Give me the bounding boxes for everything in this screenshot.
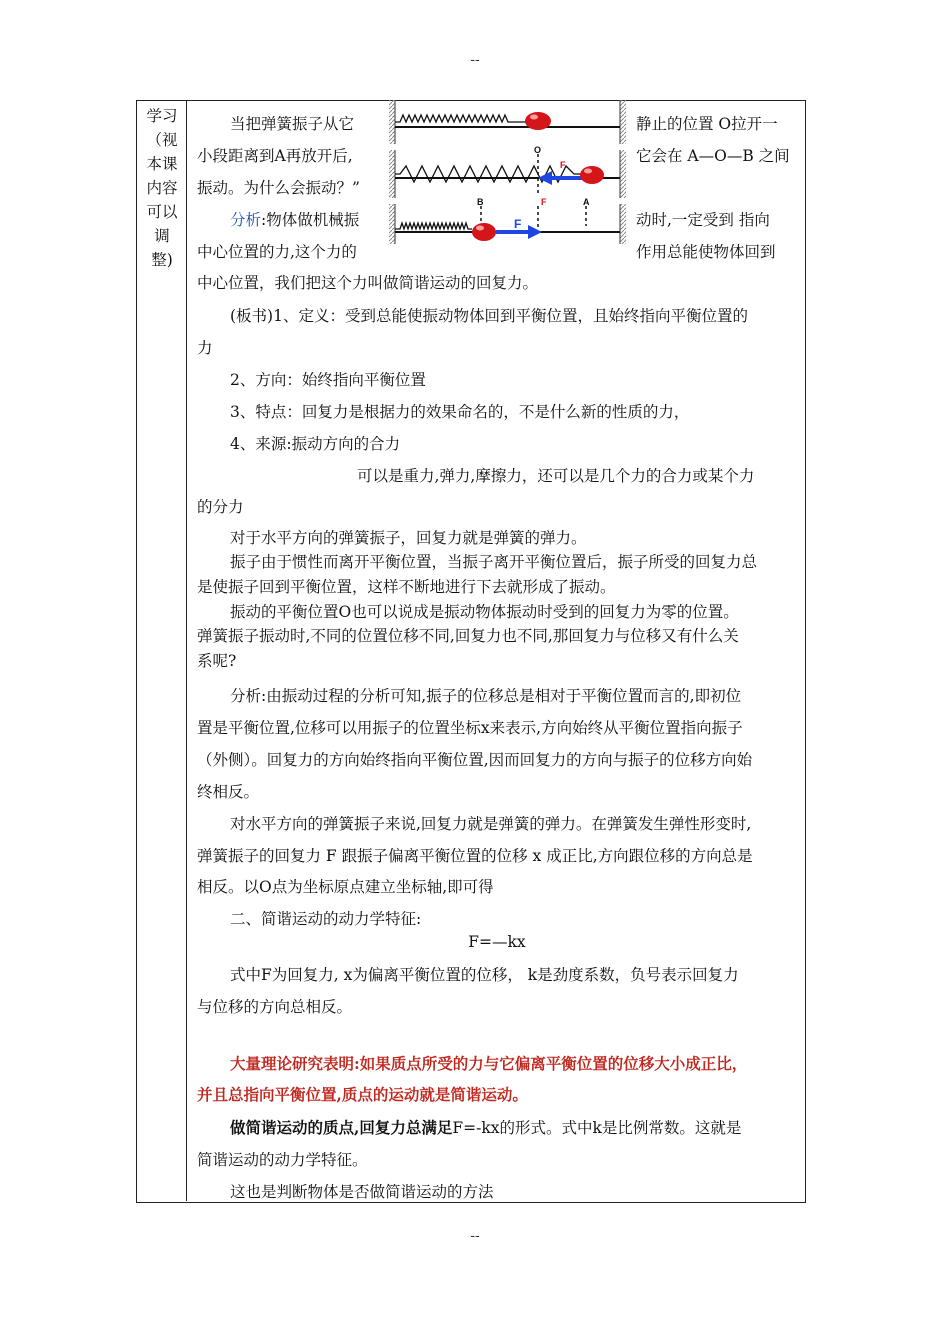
conclusion-line3: 这也是判断物体是否做简谐运动的方法 bbox=[230, 1183, 494, 1201]
board-definition: (板书)1、定义：受到总能使振动物体回到平衡位置，且始终指向平衡位置的 bbox=[230, 307, 748, 325]
intro-line4-text: :物体做机械振 bbox=[261, 211, 360, 229]
label-A: A bbox=[583, 197, 590, 207]
analysis2-line4: 终相反。 bbox=[197, 783, 260, 801]
left-wall bbox=[389, 100, 395, 244]
force-arrowhead-3 bbox=[528, 225, 542, 239]
conclusion-rest: F=-kx的形式。式中k是比例常数。这就是 bbox=[452, 1119, 742, 1137]
label-F-bottom: F bbox=[514, 217, 522, 231]
ball-2-highlight bbox=[584, 169, 592, 174]
label-F-top-right: F bbox=[541, 197, 547, 207]
intro-line2-right: 它会在 A—O—B 之间 bbox=[636, 147, 790, 165]
board-direction: 2、方向：始终指向平衡位置 bbox=[230, 371, 426, 389]
para1-line4: 振动的平衡位置O也可以说成是振动物体振动时受到的回复力为零的位置。 bbox=[230, 603, 739, 621]
board-definition-cont: 力 bbox=[197, 339, 213, 357]
analysis2-line3: （外侧）。回复力的方向始终指向平衡位置,因而回复力的方向与振子的位移方向始 bbox=[197, 751, 753, 769]
intro-line1-left: 当把弹簧振子从它 bbox=[230, 115, 355, 133]
force-arrowhead-2 bbox=[538, 171, 552, 185]
analysis2-line2: 置是平衡位置,位移可以用振子的位置坐标x来表示,方向始终从平衡位置指向振子 bbox=[197, 719, 743, 737]
left-label-line: （视 bbox=[146, 131, 178, 149]
spring-3 bbox=[395, 223, 472, 229]
left-label-line: 内容 bbox=[146, 179, 178, 197]
ball-3-highlight bbox=[476, 226, 484, 231]
formula: F=—kx bbox=[468, 933, 526, 951]
left-label-line: 本课 bbox=[146, 155, 178, 173]
board-source-line3: 的分力 bbox=[197, 498, 244, 516]
conclusion-line2: 简谐运动的动力学特征。 bbox=[197, 1151, 368, 1169]
intro-line2-left: 小段距离到A再放开后, bbox=[197, 147, 353, 165]
intro-line5-right: 作用总能使物体回到 bbox=[636, 243, 776, 261]
page-mark-top: -- bbox=[470, 52, 480, 68]
conclusion-red-line1: 大量理论研究表明:如果质点所受的力与它偏离平衡位置的位移大小成正比， bbox=[230, 1054, 748, 1073]
para1-line3: 是使振子回到平衡位置，这样不断地进行下去就形成了振动。 bbox=[197, 578, 616, 596]
label-O: O bbox=[534, 145, 542, 155]
label-B: B bbox=[477, 197, 484, 207]
board-source-line2: 可以是重力,弹力,摩擦力，还可以是几个力的合力或某个力 bbox=[357, 467, 755, 485]
page-mark-bottom: -- bbox=[470, 1228, 480, 1244]
ball-2 bbox=[580, 166, 604, 184]
board-source: 4、来源:振动方向的合力 bbox=[230, 435, 401, 453]
ball-1-highlight bbox=[530, 115, 538, 120]
ball-1 bbox=[525, 112, 551, 130]
left-column-label bbox=[140, 104, 184, 272]
label-F-mid: F bbox=[560, 160, 566, 170]
ball-3 bbox=[472, 223, 496, 241]
section2-title: 二、简谐运动的动力学特征: bbox=[230, 910, 422, 928]
para1-line6: 系呢? bbox=[197, 652, 237, 670]
spring-1 bbox=[395, 115, 526, 122]
intro-line6: 中心位置，我们把这个力叫做简谐运动的回复力。 bbox=[197, 274, 539, 292]
intro-line4-left bbox=[230, 210, 359, 230]
conclusion-bold: 做简谐运动的质点,回复力总满足 bbox=[230, 1118, 453, 1137]
para1-line1: 对于水平方向的弹簧振子，回复力就是弹簧的弹力。 bbox=[230, 529, 587, 547]
para2-line2: 弹簧振子的回复力 F 跟振子偏离平衡位置的位移 x 成正比,方向跟位移的方向总是 bbox=[197, 847, 753, 865]
para2-line3: 相反。以O点为坐标原点建立坐标轴,即可得 bbox=[197, 878, 494, 896]
left-label-line: 可以 bbox=[146, 203, 178, 221]
intro-line4-right: 动时,一定受到 指向 bbox=[636, 211, 770, 229]
table-frame bbox=[136, 100, 806, 1203]
analysis2-line1: 分析:由振动过程的分析可知,振子的位移总是相对于平衡位置而言的,即初位 bbox=[230, 687, 742, 705]
para1-line5: 弹簧振子振动时,不同的位置位移不同,回复力也不同,那回复力与位移又有什么关 bbox=[197, 627, 739, 645]
conclusion-red-line2: 并且总指向平衡位置,质点的运动就是简谐运动。 bbox=[197, 1085, 528, 1104]
intro-line1-right: 静止的位置 O拉开一 bbox=[636, 115, 778, 133]
left-label-line: 学习 bbox=[146, 107, 178, 125]
formula-explanation-1: 式中F为回复力, x为偏离平衡位置的位移， k是劲度系数，负号表示回复力 bbox=[230, 966, 739, 984]
right-wall bbox=[620, 100, 626, 244]
para1-line2: 振子由于惯性而离开平衡位置，当振子离开平衡位置后，振子所受的回复力总 bbox=[230, 553, 758, 571]
spring-oscillator-diagram bbox=[388, 98, 630, 246]
left-label-line: 调 bbox=[154, 227, 170, 245]
column-divider bbox=[186, 100, 187, 1201]
analysis-label: 分析 bbox=[230, 211, 262, 229]
para2-line1: 对水平方向的弹簧振子来说,回复力就是弹簧的弹力。在弹簧发生弹性形变时, bbox=[230, 815, 752, 833]
formula-explanation-2: 与位移的方向总相反。 bbox=[197, 998, 353, 1016]
board-feature: 3、特点：回复力是根据力的效果命名的，不是什么新的性质的力， bbox=[230, 403, 690, 421]
left-label-line: 整) bbox=[151, 251, 173, 269]
conclusion-line1 bbox=[230, 1118, 741, 1138]
intro-line5-left: 中心位置的力,这个力的 bbox=[197, 243, 357, 261]
intro-line3-left: 振动。为什么会振动？” bbox=[197, 179, 360, 197]
